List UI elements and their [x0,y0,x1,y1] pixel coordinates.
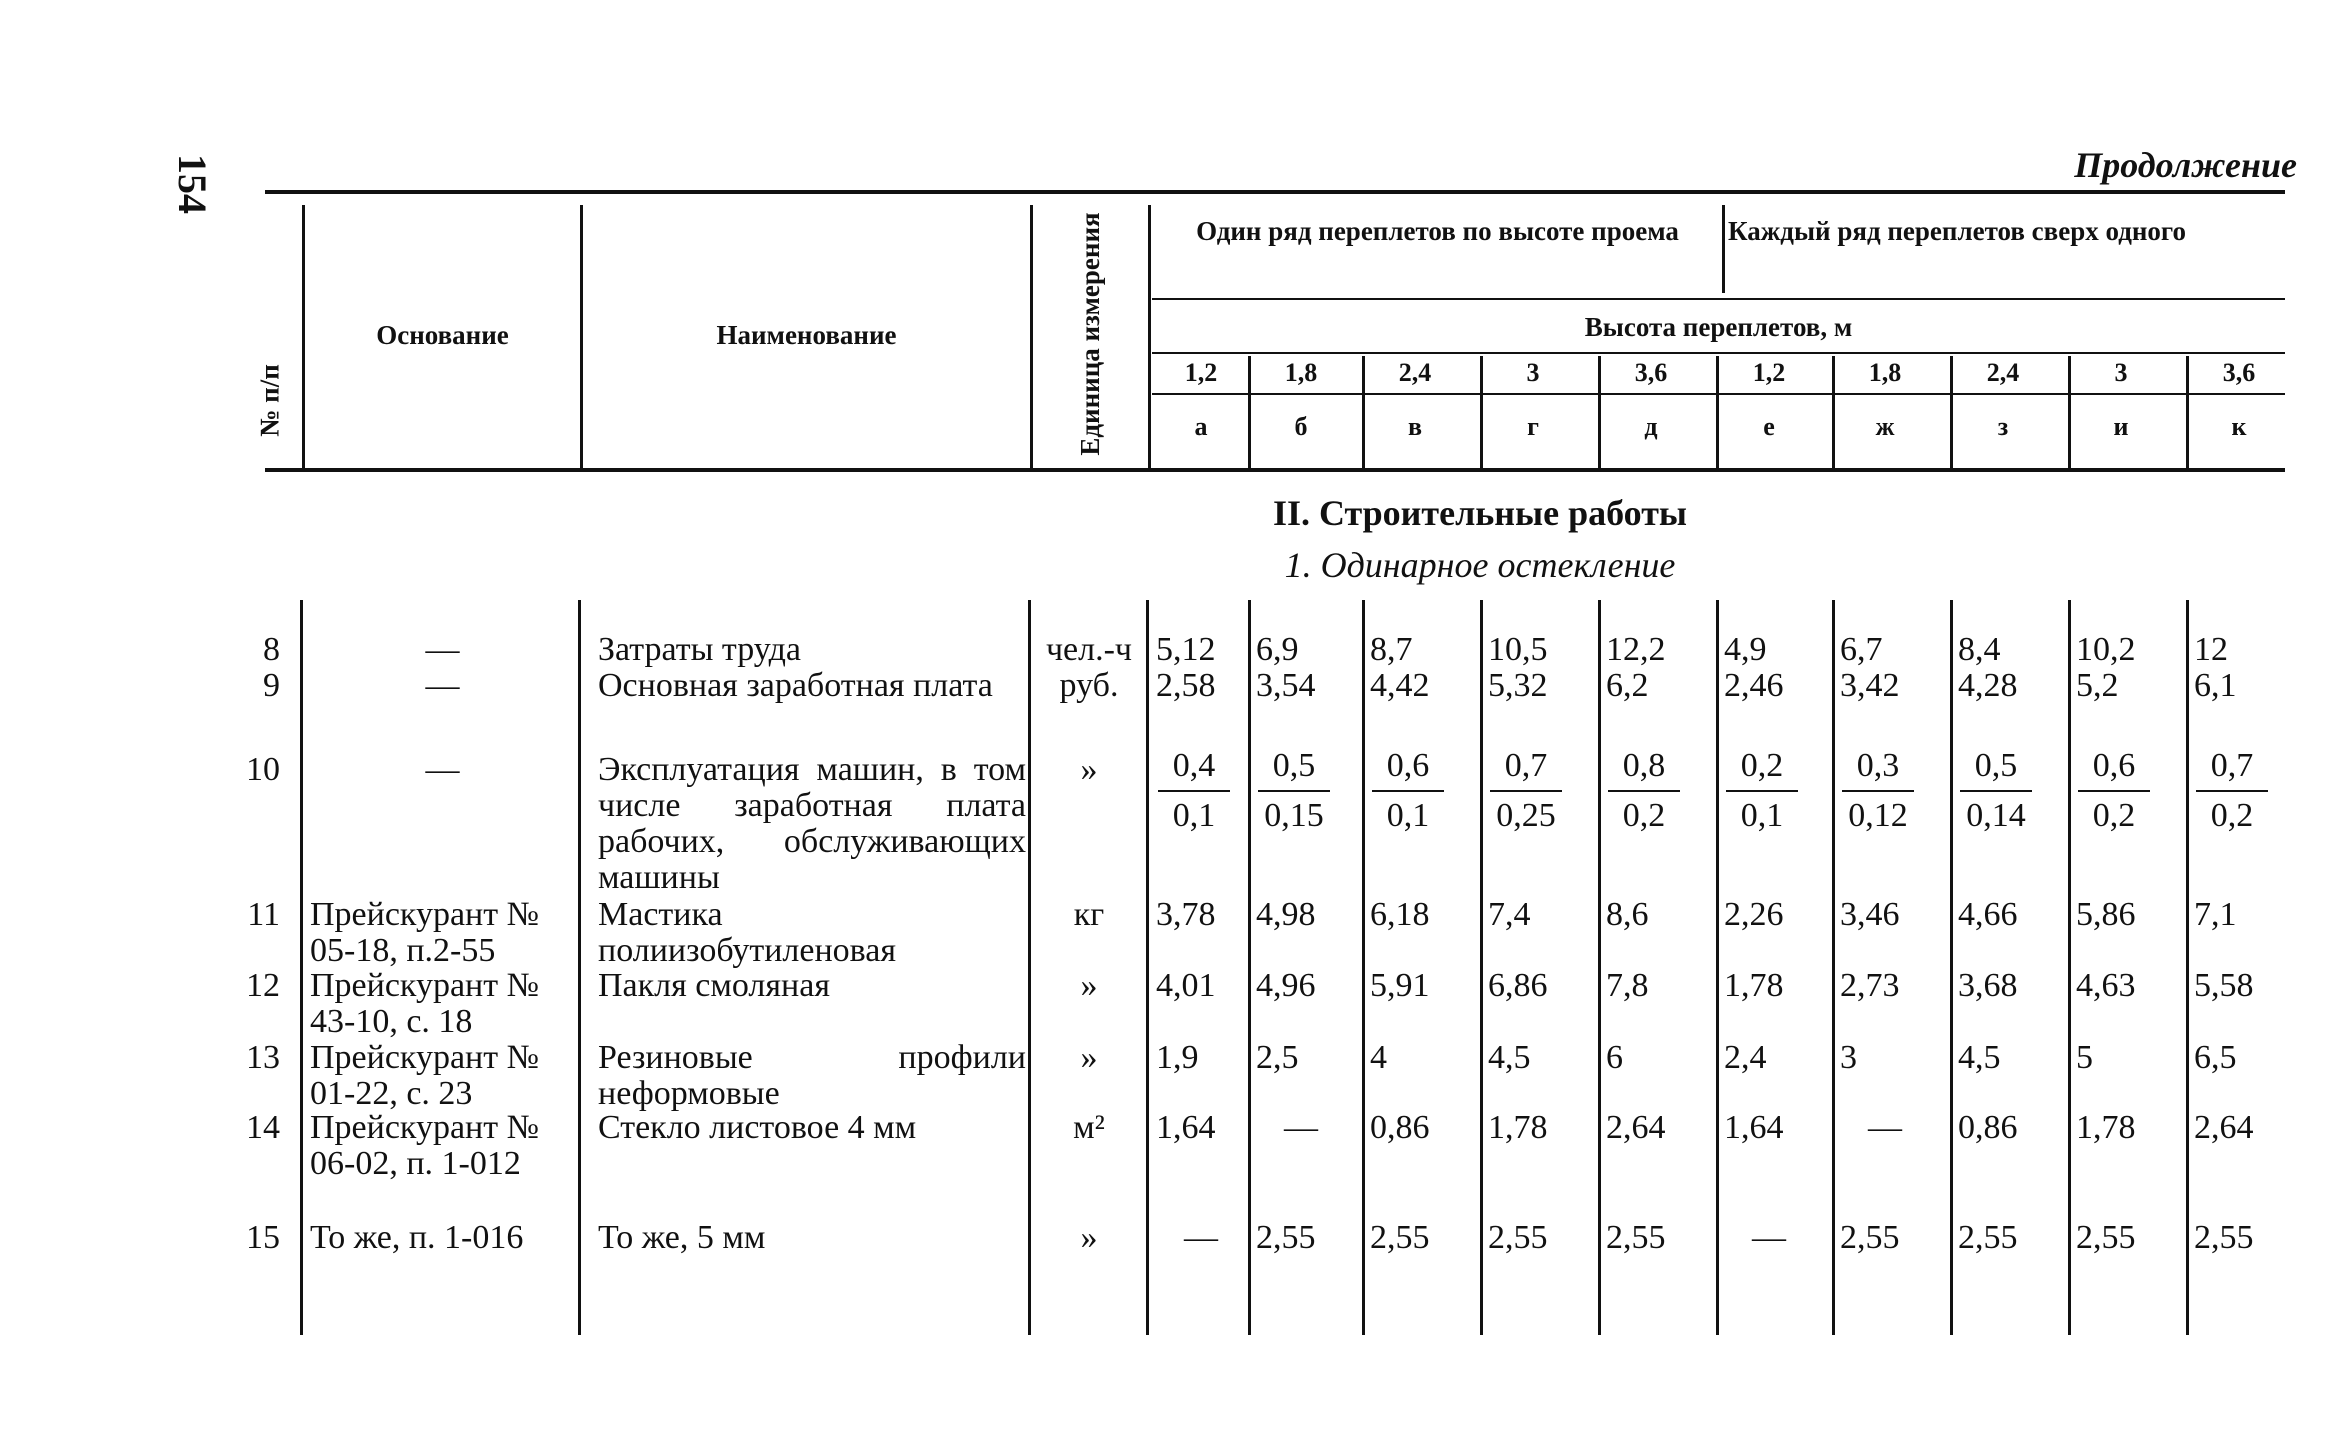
row-name: Эксплуатация машин, в том числе заработная плата рабочих, обслуживающих машины [598,751,1026,896]
row-value: 3,46 [1840,896,1900,933]
fraction-top: 0,4 [1172,747,1216,784]
fraction-bottom: 0,25 [1496,797,1556,834]
row-value: 4,63 [2076,967,2136,1004]
row-value: 6,7 [1840,631,1883,668]
column-letter: а [1194,412,1208,441]
row-value: 8,7 [1370,631,1413,668]
row-value: 8,6 [1606,896,1649,933]
column-letter: и [2113,412,2129,441]
fraction-bar [1608,790,1680,792]
row-value: 3,78 [1156,896,1216,933]
column-letter: ж [1875,412,1895,441]
row-value: 6,2 [1606,667,1649,704]
row-value: 2,55 [1606,1219,1666,1256]
body-col-vline [1598,600,1601,1335]
row-fraction [1960,748,2032,834]
row-value: 10,2 [2076,631,2136,668]
row-value: 2,55 [1256,1219,1316,1256]
row-name: Пакля смоляная [598,967,830,1004]
fraction-bar [1158,790,1230,792]
row-value: 4,5 [1958,1039,2001,1076]
row-unit: м² [1073,1109,1105,1146]
page-number: 154 [170,154,215,214]
fraction-bottom: 0,14 [1966,797,2026,834]
hdr-col-vline [1598,356,1601,468]
section-title: II. Строительные работы [1272,493,1688,533]
row-value: 5,12 [1156,631,1216,668]
row-value: 4 [1370,1039,1387,1076]
height-label: Высота переплетов, м [1584,312,1853,342]
column-letter: д [1644,412,1658,441]
row-value: 4,96 [1256,967,1316,1004]
row-value: 0,86 [1958,1109,2018,1146]
row-value: 10,5 [1488,631,1548,668]
row-number: 8 [263,631,280,668]
row-name: Мастика полиизобутиленовая [598,896,896,969]
fraction-top: 0,3 [1856,747,1900,784]
row-value: 4,28 [1958,667,2018,704]
row-basis: Прейскурант № 05-18, п.2-55 [310,896,540,969]
row-value: 2,55 [2076,1219,2136,1256]
top-rule [265,190,2285,194]
row-value: 2,55 [1370,1219,1430,1256]
row-fraction [1372,748,1444,834]
height-value: 1,8 [1868,358,1902,387]
body-col-vline [1248,600,1251,1335]
row-fraction [1158,748,1230,834]
row-value: — [1184,1219,1218,1256]
col-unit-header: Единица измерения [1075,212,1105,456]
height-rule [1152,352,2285,354]
row-value: 2,26 [1724,896,1784,933]
row-unit: » [1080,1219,1098,1256]
height-value: 3,6 [2222,358,2256,387]
row-fraction [1608,748,1680,834]
row-value: 2,64 [2194,1109,2254,1146]
row-value: 6,1 [2194,667,2237,704]
row-value: 4,5 [1488,1039,1531,1076]
fraction-bottom: 0,1 [1740,797,1784,834]
row-value: 6,5 [2194,1039,2237,1076]
fraction-bar [1842,790,1914,792]
fraction-top: 0,5 [1272,747,1316,784]
row-number: 11 [247,896,280,933]
height-value: 3,6 [1634,358,1668,387]
row-fraction [1842,748,1914,834]
height-value: 2,4 [1398,358,1432,387]
fraction-top: 0,5 [1974,747,2018,784]
fraction-bottom: 0,15 [1264,797,1324,834]
height-value: 1,2 [1184,358,1218,387]
hdr-col-vline [1362,356,1365,468]
row-value: 2,55 [2194,1219,2254,1256]
row-value: 5 [2076,1039,2093,1076]
row-number: 13 [246,1039,280,1076]
header-bottom-rule [265,468,2285,472]
row-value: 3 [1840,1039,1857,1076]
fraction-top: 0,6 [2092,747,2136,784]
height-value: 1,2 [1752,358,1786,387]
row-number: 9 [263,667,280,704]
row-value: 3,68 [1958,967,2018,1004]
fraction-top: 0,8 [1622,747,1666,784]
body-col-vline [1362,600,1365,1335]
column-letter: г [1527,412,1539,441]
row-basis: — [425,751,460,788]
row-value: 5,2 [2076,667,2119,704]
row-fraction [2078,748,2150,834]
body-col-vline [2068,600,2071,1335]
row-name: Основная заработная плата [598,667,993,704]
row-unit: » [1080,967,1098,1004]
row-value: 7,4 [1488,896,1531,933]
body-col-vline [2186,600,2189,1335]
fraction-bar [1372,790,1444,792]
height-value: 3 [2114,358,2128,387]
hdr-vline [1722,205,1725,293]
row-name: Резиновые профили неформовые [598,1039,1026,1112]
fraction-top: 0,6 [1386,747,1430,784]
body-col-vline [1480,600,1483,1335]
fraction-top: 0,2 [1740,747,1784,784]
column-letter: е [1763,412,1775,441]
row-value: 1,78 [1724,967,1784,1004]
row-value: 12,2 [1606,631,1666,668]
col-basis-header: Основание [376,320,509,350]
hdr-col-vline [1480,356,1483,468]
fraction-bar [1490,790,1562,792]
row-value: 4,42 [1370,667,1430,704]
row-value: 1,64 [1724,1109,1784,1146]
column-letter: з [1997,412,2009,441]
row-value: — [1752,1219,1786,1256]
row-value: 2,4 [1724,1039,1767,1076]
fraction-top: 0,7 [2210,747,2254,784]
group-one-header: Один ряд переплетов по высоте проема [1196,216,1679,246]
row-name: Затраты труда [598,631,802,668]
row-basis: Прейскурант № 43-10, с. 18 [310,967,540,1040]
row-value: 5,91 [1370,967,1430,1004]
continuation-label: Продолжение [2074,145,2297,185]
fraction-bar [1726,790,1798,792]
row-fraction [1490,748,1562,834]
body-vline [300,600,303,1335]
column-letter: б [1294,412,1308,441]
body-col-vline [1950,600,1953,1335]
row-value: — [1868,1109,1902,1146]
row-unit: » [1080,751,1098,788]
row-basis: То же, п. 1-016 [310,1219,524,1256]
height-value: 3 [1526,358,1540,387]
row-value: 8,4 [1958,631,2001,668]
row-fraction [1726,748,1798,834]
body-col-vline [1832,600,1835,1335]
row-unit: чел.-ч [1045,631,1133,668]
fraction-top: 0,7 [1504,747,1548,784]
row-value: 2,55 [1958,1219,2018,1256]
row-value: 1,64 [1156,1109,1216,1146]
row-basis: Прейскурант № 01-22, с. 23 [310,1039,540,1112]
fraction-bar [1960,790,2032,792]
hdr-vline [1030,205,1033,468]
row-value: 4,98 [1256,896,1316,933]
column-letter: в [1407,412,1423,441]
row-value: 4,66 [1958,896,2018,933]
subsection-title: 1. Одинарное остекление [1284,545,1676,585]
row-basis: — [425,667,460,704]
row-value: 1,9 [1156,1039,1199,1076]
row-number: 10 [246,751,280,788]
row-value: 6 [1606,1039,1623,1076]
fraction-bottom: 0,2 [1622,797,1666,834]
row-number: 14 [246,1109,280,1146]
row-basis: — [425,631,460,668]
row-value: 3,54 [1256,667,1316,704]
row-value: 0,86 [1370,1109,1430,1146]
hdr-col-vline [2068,356,2071,468]
row-value: 6,86 [1488,967,1548,1004]
hdr-col-vline [1716,356,1719,468]
height-value: 1,8 [1284,358,1318,387]
row-unit: » [1080,1039,1098,1076]
row-value: 1,78 [2076,1109,2136,1146]
row-value: 2,58 [1156,667,1216,704]
fraction-bar [2078,790,2150,792]
row-fraction [1258,748,1330,834]
row-value: 2,46 [1724,667,1784,704]
hdr-col-vline [1950,356,1953,468]
fraction-bottom: 0,1 [1172,797,1216,834]
row-value: 7,8 [1606,967,1649,1004]
row-value: 2,5 [1256,1039,1299,1076]
group-rule [1152,298,2285,300]
row-value: 12 [2194,631,2228,668]
height-value: 2,4 [1986,358,2020,387]
fraction-bottom: 0,12 [1848,797,1908,834]
row-value: 2,55 [1840,1219,1900,1256]
row-fraction [2196,748,2268,834]
col-num-header: № п/п [254,364,285,437]
row-value: 7,1 [2194,896,2237,933]
fraction-bar [1258,790,1330,792]
row-value: 4,9 [1724,631,1767,668]
body-col-vline [1716,600,1719,1335]
row-unit: руб. [1059,667,1119,704]
row-value: 5,86 [2076,896,2136,933]
hdr-col-vline [1832,356,1835,468]
row-value: 2,64 [1606,1109,1666,1146]
row-value: 6,18 [1370,896,1430,933]
fraction-bar [2196,790,2268,792]
group-each-header: Каждый ряд переплетов сверх одного [1728,216,2187,246]
column-letter: к [2231,412,2247,441]
row-name: То же, 5 мм [598,1219,766,1256]
col-name-header: Наименование [716,320,897,350]
row-value: 5,58 [2194,967,2254,1004]
row-value: 1,78 [1488,1109,1548,1146]
row-value: 4,01 [1156,967,1216,1004]
hdr-vline [1148,205,1151,468]
row-value: 6,9 [1256,631,1299,668]
fraction-bottom: 0,1 [1386,797,1430,834]
row-number: 15 [246,1219,280,1256]
row-unit: кг [1073,896,1105,933]
row-value: 2,55 [1488,1219,1548,1256]
row-number: 12 [246,967,280,1004]
fraction-bottom: 0,2 [2210,797,2254,834]
row-value: 5,32 [1488,667,1548,704]
hdr-col-vline [2186,356,2189,468]
row-value: — [1284,1109,1318,1146]
row-name: Стекло листовое 4 мм [598,1109,917,1146]
row-value: 2,73 [1840,967,1900,1004]
row-value: 3,42 [1840,667,1900,704]
row-basis: Прейскурант № 06-02, п. 1-012 [310,1109,540,1182]
fraction-bottom: 0,2 [2092,797,2136,834]
